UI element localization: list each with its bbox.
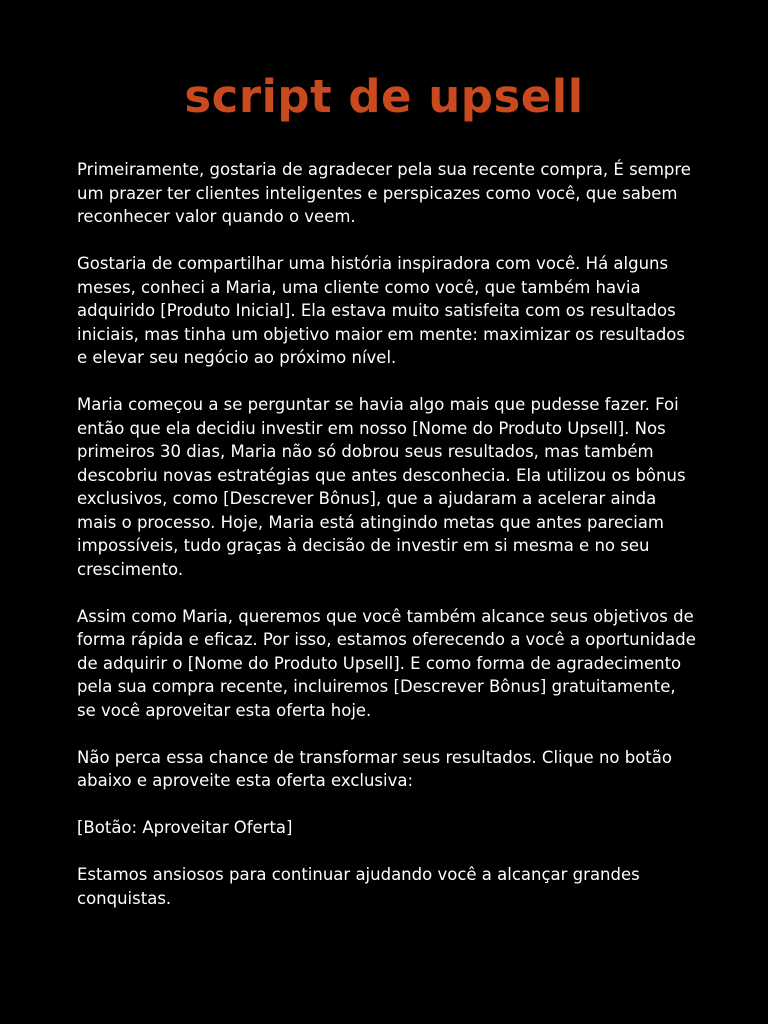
paragraph-button-placeholder: [Botão: Aproveitar Oferta] xyxy=(77,818,293,837)
paragraph-gratitude: Primeiramente, gostaria de agradecer pela sua recente compra, É sempre um prazer ter clientes inteligentes e perspicazes como você, que sabem reconhecer valor quando o veem. xyxy=(77,160,691,226)
paragraph-maria-upsell: Maria começou a se perguntar se havia algo mais que pudesse fazer. Foi então que ela decidiu investir em nosso [Nome do Produto Upsell]. Nos primeiros 30 dias, Maria não só dobrou seus resultados, mas também descobriu novas estratégias que antes desconhecia. Ela utilizou os bônus exclusivos, como [Descrever Bônus], que a ajudaram a acelerar ainda mais o processo. Hoje, Maria está atingindo metas que antes pareciam impossíveis, tudo graças à decisão de investir em si mesma e no seu crescimento. xyxy=(77,395,686,579)
page-title: script de upsell xyxy=(184,70,584,123)
document-body xyxy=(77,158,697,910)
paragraph-maria-story: Gostaria de compartilhar uma história inspiradora com você. Há alguns meses, conheci a Maria, uma cliente como você, que também havia adquirido [Produto Inicial]. Ela estava muito satisfeita com os resultados iniciais, mas tinha um objetivo maior em mente: maximizar os resultados e elevar seu negócio ao próximo nível. xyxy=(77,254,686,367)
paragraph-call-to-action: Não perca essa chance de transformar seus resultados. Clique no botão abaixo e aproveite esta oferta exclusiva: xyxy=(77,747,672,790)
paragraph-closing: Estamos ansiosos para continuar ajudando você a alcançar grandes conquistas. xyxy=(77,865,640,908)
paragraph-offer: Assim como Maria, queremos que você também alcance seus objetivos de forma rápida e eficaz. Por isso, estamos oferecendo a você a oportunidade de adquirir o [Nome do Produto Upsell]. E como forma de agradecimento pela sua compra recente, incluiremos [Descrever Bônus] gratuitamente, se você aproveitar esta oferta hoje. xyxy=(77,606,696,720)
